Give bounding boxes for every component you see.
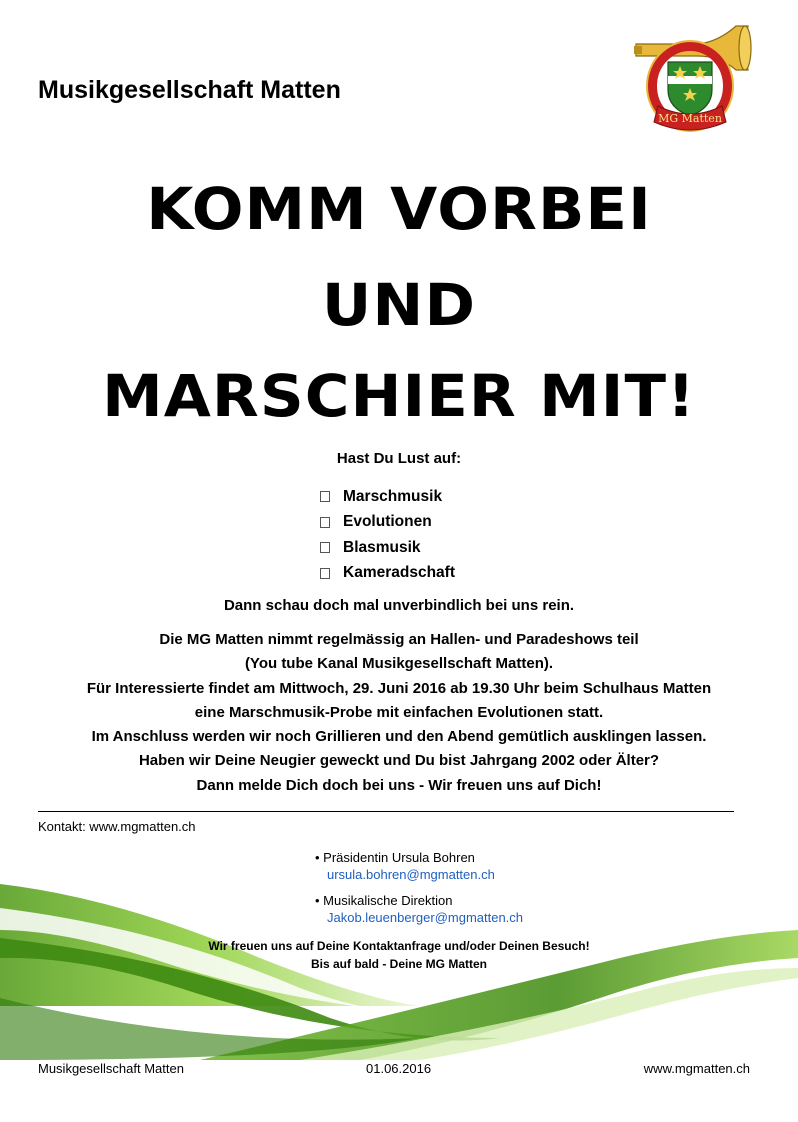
checklist-item bbox=[320, 484, 455, 510]
paragraph-line: (You tube Kanal Musikgesellschaft Matten). bbox=[244, 655, 554, 673]
paragraph-line: Dann melde Dich doch bei uns - Wir freuen uns auf Dich! bbox=[196, 776, 602, 794]
paragraph-line: Im Anschluss werden wir noch Grillieren und den Abend gemütlich ausklingen lassen. bbox=[91, 728, 707, 746]
separator-line bbox=[38, 811, 734, 812]
headline-line-2: UND bbox=[321, 271, 477, 339]
checklist-item bbox=[320, 535, 455, 561]
footer-date: 01.06.2016 bbox=[366, 1061, 432, 1076]
interest-question: Hast Du Lust auf: bbox=[336, 450, 462, 467]
checklist-label: Evolutionen bbox=[343, 513, 432, 531]
checklist-item bbox=[320, 561, 455, 587]
footer-website: www.mgmatten.ch bbox=[643, 1061, 750, 1076]
mg-matten-logo bbox=[628, 22, 756, 132]
headline-line-3: MARSCHIER MIT! bbox=[102, 362, 696, 430]
checklist-label: Marschmusik bbox=[343, 487, 443, 505]
closing-line: Wir freuen uns auf Deine Kontaktanfrage und/oder Deinen Besuch! bbox=[208, 939, 590, 953]
interest-checklist bbox=[320, 484, 455, 586]
paragraph-line: eine Marschmusik-Probe mit einfachen Evolutionen statt. bbox=[194, 703, 604, 721]
contact-line: Kontakt: www.mgmatten.ch bbox=[38, 819, 196, 834]
organization-title: Musikgesellschaft Matten bbox=[38, 76, 341, 104]
checklist-label: Blasmusik bbox=[343, 538, 421, 556]
checkbox-icon bbox=[320, 542, 330, 553]
checklist-label: Kameradschaft bbox=[343, 564, 455, 582]
contact-role: • Musikalische Direktion bbox=[315, 893, 453, 908]
checkbox-icon bbox=[320, 517, 330, 528]
footer-organization: Musikgesellschaft Matten bbox=[38, 1061, 184, 1076]
contact-persons bbox=[315, 849, 523, 926]
contact-email-link[interactable]: ursula.bohren@mgmatten.ch bbox=[327, 867, 495, 882]
info-paragraph bbox=[0, 628, 798, 798]
paragraph-line: Die MG Matten nimmt regelmässig an Hallen- und Paradeshows teil bbox=[159, 631, 639, 648]
invite-text: Dann schau doch mal unverbindlich bei uns rein. bbox=[223, 597, 575, 614]
logo-banner-text: MG Matten bbox=[658, 112, 722, 125]
closing-line: Bis auf bald - Deine MG Matten bbox=[310, 957, 487, 971]
closing-message bbox=[0, 937, 798, 973]
headline-line-1: KOMM VORBEI bbox=[146, 175, 652, 243]
contact-role: • Präsidentin Ursula Bohren bbox=[315, 850, 475, 865]
checklist-item bbox=[320, 510, 455, 536]
checkbox-icon bbox=[320, 491, 330, 502]
contact-email-link[interactable]: Jakob.leuenberger@mgmatten.ch bbox=[327, 910, 524, 925]
paragraph-line: Haben wir Deine Neugier geweckt und Du bist Jahrgang 2002 oder Älter? bbox=[138, 752, 660, 770]
checkbox-icon bbox=[320, 568, 330, 579]
paragraph-line: Für Interessierte findet am Mittwoch, 29. Juni 2016 ab 19.30 Uhr beim Schulhaus Matten bbox=[86, 679, 712, 697]
